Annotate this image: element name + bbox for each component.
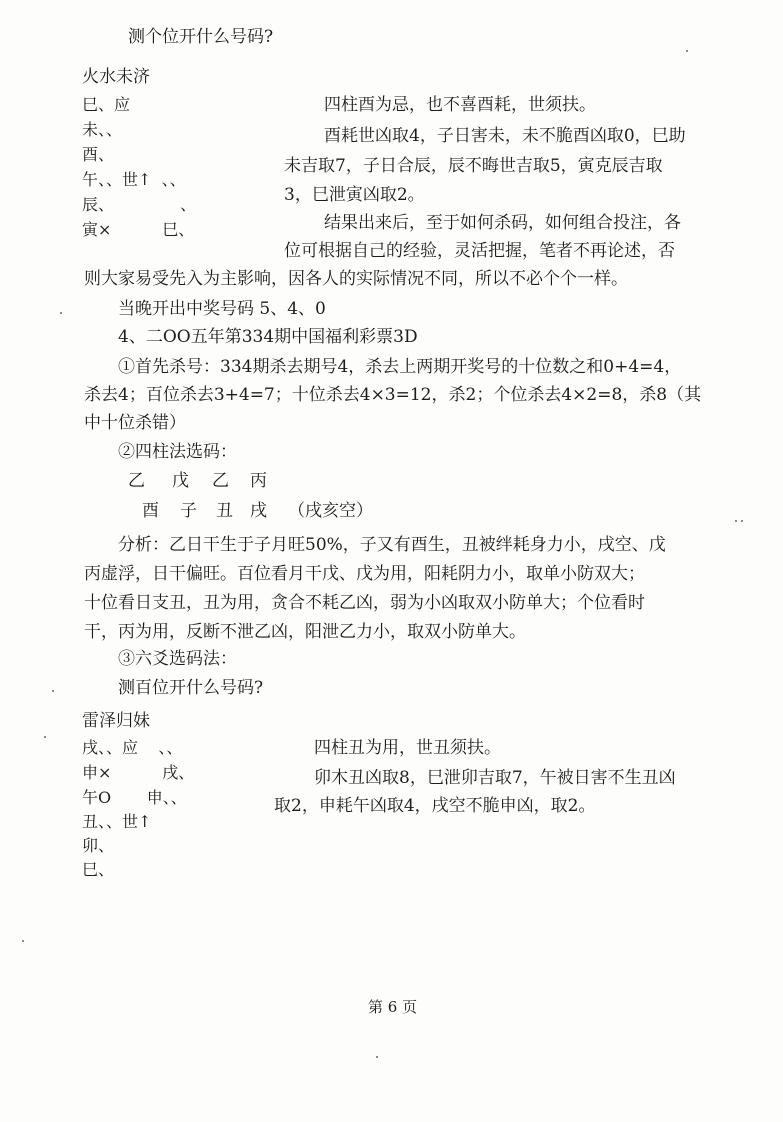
hexagram-1-line: 午、、世↑ 、、 bbox=[82, 170, 186, 189]
scan-speck bbox=[60, 312, 62, 314]
page-number: 第 6 页 bbox=[368, 998, 418, 1016]
hexagram-1-analysis-line: 位可根据自己的经验，灵活把握，笔者不再论述，否 bbox=[284, 241, 675, 261]
step-2-title: ②四柱法选码： bbox=[118, 442, 237, 462]
pillar-stem: 丙 bbox=[250, 471, 267, 491]
hexagram-2-line: 申× 戌、 bbox=[82, 763, 195, 782]
hexagram-1-analysis-line: 酉耗世凶取4，子日害未，未不脆酉凶取0，巳助 bbox=[324, 126, 686, 146]
pillar-stem: 乙 bbox=[212, 471, 229, 491]
hexagram-2-line: 午O 申、、 bbox=[82, 788, 187, 807]
step-1-line: 杀去4；百位杀去3+4=7；十位杀去4×3=12，杀2；个位杀去4×2=8，杀8（其 bbox=[84, 385, 702, 405]
pillar-branch: 戌 bbox=[250, 501, 267, 521]
scan-speck bbox=[741, 520, 743, 522]
pillar-branch: 酉 bbox=[142, 501, 159, 521]
hexagram-2-analysis-line: 四柱丑为用，世丑须扶。 bbox=[314, 738, 501, 758]
hexagram-2-analysis-line: 卯木丑凶取8，巳泄卯吉取7，午被日害不生丑凶 bbox=[314, 768, 676, 788]
hexagram-2-line: 丑、、世↑ bbox=[82, 812, 152, 831]
hexagram-2-line: 卯、 bbox=[82, 836, 115, 855]
pillar-branch: 丑 bbox=[216, 501, 233, 521]
scan-speck bbox=[376, 1056, 378, 1058]
step-1-line: ①首先杀号：334期杀去期号4，杀去上两期开奖号的十位数之和0+4=4， bbox=[118, 357, 682, 377]
pillars-note: （戌亥空） bbox=[288, 501, 373, 521]
result-line: 当晚开出中奖号码 5、4、0 bbox=[118, 299, 326, 319]
section-4-title: 4、二OO五年第334期中国福利彩票3D bbox=[118, 327, 418, 347]
analysis-line: 干，丙为用，反断不泄乙凶，阳泄乙力小，取双小防单大。 bbox=[84, 622, 526, 642]
question-units: 测个位开什么号码? bbox=[128, 27, 274, 47]
scan-speck bbox=[22, 940, 24, 942]
scan-speck bbox=[52, 690, 54, 692]
pillar-stem: 戊 bbox=[172, 471, 189, 491]
scan-speck bbox=[44, 736, 46, 738]
scan-speck bbox=[686, 50, 688, 52]
analysis-line: 丙虚浮，日干偏旺。百位看月干戊、戊为用，阳耗阴力小，取单小防双大； bbox=[84, 564, 645, 584]
hexagram-1-analysis-line: 则大家易受先入为主影响，因各人的实际情况不同，所以不必个个一样。 bbox=[84, 269, 628, 289]
step-3-title: ③六爻选码法： bbox=[118, 649, 237, 669]
analysis-line: 十位看日支丑，丑为用，贪合不耗乙凶，弱为小凶取双小防单大；个位看时 bbox=[84, 593, 645, 613]
hexagram-1-line: 寅× 巳、 bbox=[82, 220, 195, 239]
hexagram-1-analysis-line: 四柱酉为忌，也不喜酉耗，世须扶。 bbox=[324, 95, 596, 115]
pillar-stem: 乙 bbox=[128, 471, 145, 491]
hexagram-2-line: 戌、、应 、、 bbox=[82, 738, 183, 757]
hexagram-1-analysis-line: 结果出来后，至于如何杀码，如何组合投注，各 bbox=[324, 213, 681, 233]
question-hundreds: 测百位开什么号码? bbox=[118, 678, 264, 698]
step-1-line: 中十位杀错） bbox=[84, 413, 186, 433]
hexagram-1-analysis-line: 3，巳泄寅凶取2。 bbox=[284, 185, 425, 205]
analysis-line: 分析：乙日干生于子月旺50%，子又有酉生，丑被绊耗身力小，戌空、戊 bbox=[118, 535, 666, 555]
hexagram-1-line: 辰、 、 bbox=[82, 195, 197, 214]
pillar-branch: 子 bbox=[180, 501, 197, 521]
hexagram-1-line: 巳、应 bbox=[82, 95, 131, 114]
hexagram-2-name: 雷泽归妹 bbox=[82, 711, 150, 731]
hexagram-2-analysis-line: 取2，申耗午凶取4，戌空不脆申凶，取2。 bbox=[274, 796, 596, 816]
hexagram-1-analysis-line: 未吉取7，子日合辰，辰不晦世吉取5，寅克辰吉取 bbox=[284, 156, 663, 176]
hexagram-1-line: 未、、 bbox=[82, 120, 123, 139]
scan-speck bbox=[735, 520, 737, 522]
hexagram-1-name: 火水未济 bbox=[82, 67, 150, 87]
hexagram-2-line: 巳、 bbox=[82, 860, 115, 879]
hexagram-1-line: 酉、 bbox=[82, 145, 115, 164]
